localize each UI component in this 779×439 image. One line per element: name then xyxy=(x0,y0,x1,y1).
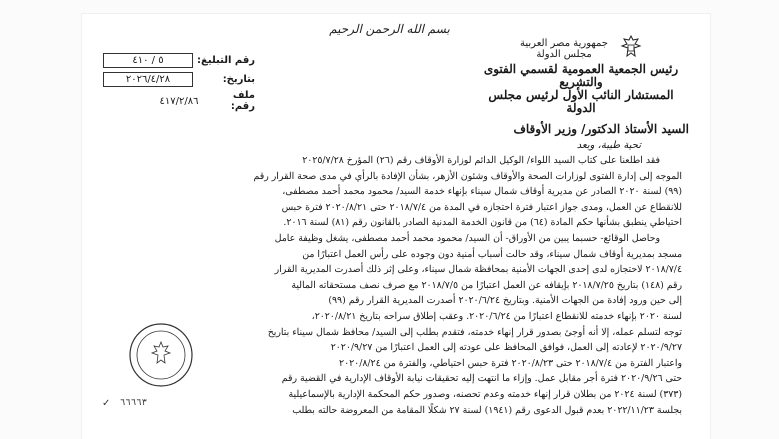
file-row xyxy=(103,90,255,112)
body-line: للانقطاع عن العمل، ومدى جواز اعتبار فترة احتجازه في المدة من ٢٠١٨/٧/٤ حتى ٢٠٢٠/٨/٢١ فترة حبس xyxy=(281,201,682,213)
notification-row xyxy=(103,52,255,68)
body-line: ٢٠٢٠/٩/٢٧ لإعادته إلى العمل، فوافق المحافظ على عودته إلى العمل اعتبارًا من ٢٠٢٠/٩/٢٧ xyxy=(330,342,682,354)
body-line: (٣٧٣) لسنة ٢٠٢٤ من بطلان قرار إنهاء خدمته وعدم تحصنه، وصدور حكم المحكمة الإدارية بالإسماعيلية xyxy=(288,388,682,400)
letterhead xyxy=(481,38,681,115)
body-line: ٢٠١٨/٧/٤ لاحتجازه لدى إحدى الجهات الأمنية بمحافظة شمال سيناء، وعلى إثر ذلك أصدرت المديرية القرار xyxy=(274,264,682,276)
greeting: تحية طيبة، وبعد xyxy=(576,140,641,151)
stamp-number: ٦٦٦٦٣ xyxy=(120,398,148,408)
body-line: توجه لتسلم عمله، إلا أنه أوجئ بصدور قرار إنهاء خدمته، فتقدم بطلب إلى السيد/ محافظ شمال سيناء بتاريخ xyxy=(267,326,682,338)
body-line: رقم (١٤٨) بتاريخ ٢٠١٨/٧/٢٥ بإيقافه عن العمل اعتبارًا من ٢٠١٨/٧/٥ مع صرف نصف مستحقاته المالية xyxy=(291,279,682,291)
notification-label: رقم التبليغ: xyxy=(197,54,255,66)
reference-block xyxy=(103,52,255,112)
body-line: واعتبار الفترة من ٢٠١٨/٧/٤ حتى ٢٠٢٠/٨/٢٣ فترة حبس احتياطي، والفترة من ٢٠٢٠/٨/٢٤ xyxy=(339,357,682,369)
body-line: وحاصل الوقائع- حسبما يبين من الأوراق- أن السيد/ محمود محمد أحمد مصطفى، يشغل وظيفة عامل xyxy=(274,232,660,244)
body-line: مسجد بمديرية أوقاف شمال سيناء، وقد حالت أسباب أمنية دون وجوده على رأس العمل اعتبارًا من xyxy=(302,248,682,260)
check-mark-icon: ✓ xyxy=(102,398,111,409)
president-title: رئيس الجمعية العمومية لقسمي الفتوى والتشريع xyxy=(483,62,679,89)
body-line: (٩٩) لسنة ٢٠٢٠ الصادر عن مديرية أوقاف شمال سيناء بإنهاء خدمة السيد/ محمود محمد أحمد مصطفى، xyxy=(282,186,682,198)
body-line: إلى حين ورود إفادة من الجهات الأمنية. وبتاريخ ٢٠٢٠/٦/٢٤ أصدرت المديرية القرار رقم (٩٩) xyxy=(328,295,682,307)
body-line: الموجه إلى إدارة الفتوى لوزارات الصحة والأوقاف وشئون الأزهر، بشأن الإفادة بالرأي في مدى صحة القرار رقم xyxy=(253,170,682,182)
body-line: فقد اطلعنا على كتاب السيد اللواء/ الوكيل الدائم لوزارة الأوقاف رقم (٢٦) المؤرخ ٢٠٢٥/٧/٢٨ xyxy=(302,155,660,166)
body-line: حتى ٢٠٢٠/٩/٢٦ فترة أجر مقابل عمل. وإزاء ما انتهت إليه تحقيقات نيابة الأوقاف الإدارية في القضية رقم xyxy=(281,373,682,385)
date-label: بتاريخ: xyxy=(222,73,255,85)
notification-value: ٥ / ٤١٠ xyxy=(103,53,193,68)
basmala: بسم الله الرحمن الرحيم xyxy=(329,22,450,36)
date-row xyxy=(103,71,255,87)
file-label: ملف رقم: xyxy=(230,90,255,112)
body-line: بجلسة ٢٠٢٢/١١/٢٣ بعدم قبول الدعوى رقم (١٩٤١) لسنة ٢٧ شكلًا المقامة من المعروضة حالته بطلب xyxy=(292,404,682,416)
deputy-title: المستشار النائب الأول لرئيس مجلس الدولة xyxy=(488,88,674,115)
body-line: احتياطي ينطبق بشأنها حكم المادة (٦٤) من قانون الخدمة المدنية الصادر بالقانون رقم (٨١) لسنة ٢٠١٦. xyxy=(283,217,682,229)
date-value: ٢٠٢٦/٤/٢٨ xyxy=(103,72,193,87)
official-seal-icon xyxy=(128,322,194,388)
addressee: السيد الأستاذ الدكتور/ وزير الأوقاف xyxy=(513,122,689,136)
republic-name: جمهورية مصر العربية xyxy=(520,38,608,49)
body-line: لسنة ٢٠٢٠ بإنهاء خدمته للانقطاع اعتبارًا من ٢٠٢٠/٦/٢٤. وعقب إطلاق سراحه بتاريخ ٢٠٢٠/٨/٢١، xyxy=(311,310,682,322)
file-value: ٤١٧/٢/٨٦ xyxy=(159,95,199,107)
council-name: مجلس الدولة xyxy=(536,49,592,60)
